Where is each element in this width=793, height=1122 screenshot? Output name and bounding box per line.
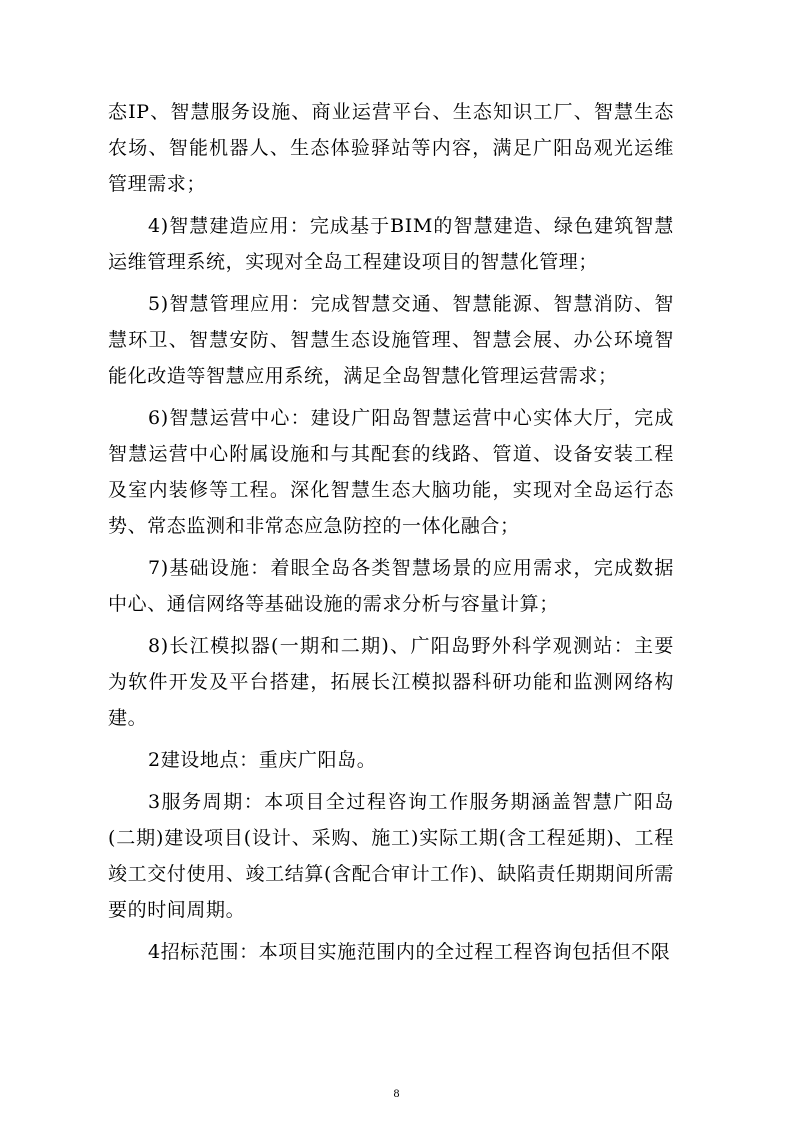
paragraph-service-period: 3服务周期：本项目全过程咨询工作服务期涵盖智慧广阳岛(二期)建设项目(设计、采购、施工)实际工期(含工程延期)、工程竣工交付使用、竣工结算(含配合审计工作)、缺陷责任期期间所需要的时间周期。: [108, 791, 674, 921]
page-number: 8: [393, 1086, 400, 1100]
paragraph-smart-construction: 4)智慧建造应用：完成基于BIM的智慧建造、绿色建筑智慧运维管理系统，实现对全岛工程建设项目的智慧化管理；: [108, 215, 674, 273]
paragraph-construction-site: 2建设地点：重庆广阳岛。: [148, 749, 377, 771]
paragraph-bidding-scope: 4招标范围：本项目实施范围内的全过程工程咨询包括但不限: [148, 941, 671, 963]
paragraph-yangtze-simulator: 8)长江模拟器(一期和二期)、广阳岛野外科学观测站：主要为软件开发及平台搭建，拓展长江模拟器科研功能和监测网络构建。: [108, 635, 674, 729]
paragraph-infrastructure: 7)基础设施：着眼全岛各类智慧场景的应用需求，完成数据中心、通信网络等基础设施的需求分析与容量计算；: [108, 557, 674, 615]
paragraph-smart-operation-center: 6)智慧运营中心：建设广阳岛智慧运营中心实体大厅，完成智慧运营中心附属设施和与其配套的线路、管道、设备安装工程及室内装修等工程。深化智慧生态大脑功能，实现对全岛运行态势、常态监测和非常态应急防控的一体化融合；: [108, 407, 674, 537]
document-body: [108, 94, 674, 976]
paragraph-continued: 态IP、智慧服务设施、商业运营平台、生态知识工厂、智慧生态农场、智能机器人、生态体验驿站等内容，满足广阳岛观光运维管理需求；: [108, 101, 674, 195]
paragraph-smart-management: 5)智慧管理应用：完成智慧交通、智慧能源、智慧消防、智慧环卫、智慧安防、智慧生态设施管理、智慧会展、办公环境智能化改造等智慧应用系统，满足全岛智慧化管理运营需求；: [108, 293, 674, 387]
